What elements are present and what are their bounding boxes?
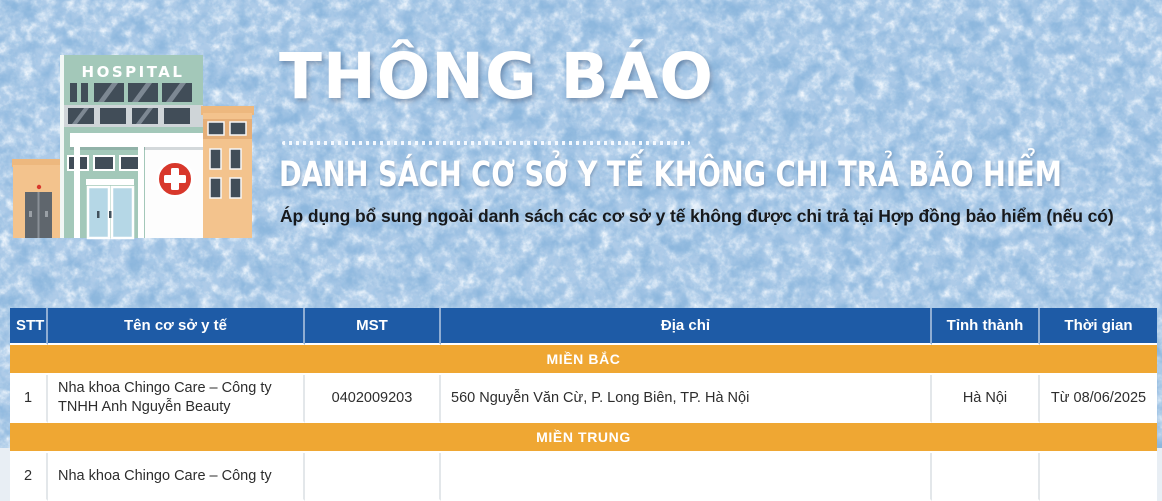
building-edge-highlight bbox=[60, 55, 64, 238]
cell-stt: 1 bbox=[10, 375, 48, 423]
region-section-label: MIỀN TRUNG bbox=[10, 423, 1157, 453]
cell-address bbox=[441, 453, 932, 501]
facility-row bbox=[10, 375, 1157, 423]
cell-name: Nha khoa Chingo Care – Công ty bbox=[48, 453, 305, 501]
cell-name: Nha khoa Chingo Care – Công ty TNHH Anh Nguyễn Beauty bbox=[48, 375, 305, 423]
column-header-5: Thời gian bbox=[1040, 308, 1157, 345]
cell-mst: 0402009203 bbox=[305, 375, 441, 423]
right-wing bbox=[201, 106, 254, 238]
red-cross-icon bbox=[158, 162, 193, 197]
cell-time bbox=[1040, 453, 1157, 501]
facility-row bbox=[10, 453, 1157, 501]
column-header-3: Địa chỉ bbox=[441, 308, 932, 345]
door-handle bbox=[45, 211, 48, 217]
cell-stt: 2 bbox=[10, 453, 48, 501]
hospital-sign: HOSPITAL bbox=[81, 63, 185, 81]
applicability-note: Áp dụng bổ sung ngoài danh sách các cơ sở y tế không được chi trả tại Hợp đồng bảo hiểm (nếu có) bbox=[280, 206, 1114, 226]
window-row-band bbox=[64, 105, 203, 127]
column-header-2: MST bbox=[305, 308, 441, 345]
cell-mst bbox=[305, 453, 441, 501]
region-section-label: MIỀN BẮC bbox=[10, 345, 1157, 375]
door-lamp bbox=[37, 185, 41, 189]
canopy-shadow bbox=[70, 147, 203, 150]
column-header-0: STT bbox=[10, 308, 48, 345]
cell-province: Hà Nội bbox=[932, 375, 1040, 423]
canopy bbox=[70, 133, 203, 147]
column-header-4: Tỉnh thành bbox=[932, 308, 1040, 345]
region-section-row bbox=[10, 423, 1157, 453]
door-divider bbox=[38, 192, 40, 238]
facility-table bbox=[10, 308, 1157, 501]
door-handle bbox=[29, 211, 32, 217]
cell-address: 560 Nguyễn Văn Cừ, P. Long Biên, TP. Hà Nội bbox=[441, 375, 932, 423]
region-section-row bbox=[10, 345, 1157, 375]
header-row bbox=[10, 308, 1157, 345]
page-subtitle: DANH SÁCH CƠ SỞ Y TẾ KHÔNG CHI TRẢ BẢO HIỂM bbox=[279, 155, 1062, 195]
hospital-building-illustration bbox=[12, 53, 254, 238]
dotted-divider bbox=[282, 141, 690, 145]
facility-table-header bbox=[10, 308, 1157, 345]
column-header-1: Tên cơ sở y tế bbox=[48, 308, 305, 345]
page-title: THÔNG BÁO bbox=[279, 40, 714, 113]
cell-time: Từ 08/06/2025 bbox=[1040, 375, 1157, 423]
cell-province bbox=[932, 453, 1040, 501]
facility-table-body bbox=[10, 345, 1157, 501]
